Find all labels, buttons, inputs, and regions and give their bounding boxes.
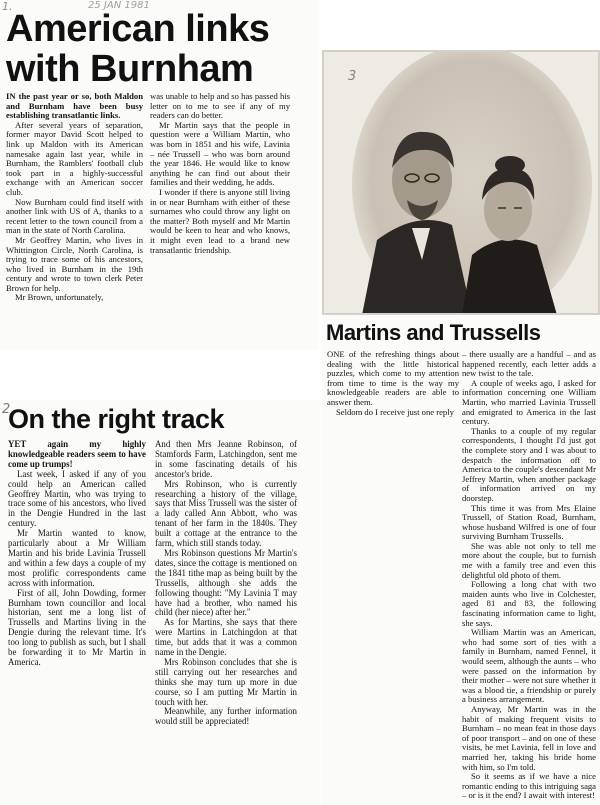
paragraph: So it seems as if we have a nice romantic ending to this intriguing saga – or is it the end? I await with interest!: [462, 771, 596, 801]
photo-number: 3: [348, 69, 357, 84]
paragraph: Last week, I asked if any of you could help an American called Geoffrey Martin, who was trying to trace some of his ancestors, who lived in the Dengie Hundred in the last century.: [8, 468, 146, 529]
paragraph: First of all, John Dowding, former Burnham town councillor and local historian, sent me a long list of Trussells and Martins living in the Dengie during the relevant time. It's too long to publish as such, but I shall be forwarding it to Mr Martin in America.: [8, 587, 146, 667]
paragraph: Meanwhile, any further information would still be appreciated!: [155, 706, 297, 727]
photo-svg: [322, 50, 600, 315]
headline-right-track: On the right track: [8, 404, 225, 434]
paragraph: She was able not only to tell me more about the couple, but to furnish me with a family tree and even this delightful old photo of them.: [462, 540, 596, 580]
article-column-2: [150, 92, 290, 255]
paragraph: After several years of separation, former mayor David Scott helped to link up Maldon with its American namesake again last year, while in Burnham, the Ramblers' football club took part in a highly-successful exchange with an American soccer club.: [6, 119, 143, 197]
paragraph: IN the past year or so, both Maldon and Burnham have been busy establishing transatlantic links.: [6, 91, 143, 121]
clipping-american-links: [0, 0, 318, 350]
clipping-martins-and-trussells: [322, 50, 600, 805]
paragraph: Anyway, Mr Martin was in the habit of making frequent visits to Burnham – no mean feat in those days of poor transport – and on one of these visits, he met Lavinia, fell in love and married her, taking his bride home with him, so I'm told.: [462, 703, 596, 772]
paragraph: Mr Martin says that the people in question were a William Martin, who was born in 1851 and his wife, Lavinia – née Trussell – who was born around the year 1846. He would like to know anything he can find out about their families and their wedding, he adds.: [150, 119, 290, 188]
paragraph: was unable to help and so has passed his letter on to me to see if any of my readers can do better.: [150, 91, 290, 121]
handwritten-number: 2: [2, 402, 11, 417]
handwritten-date: 25 JAN 1981: [88, 0, 150, 11]
paragraph: As for Martins, she says that there were Martins in Latchingdon at that time, but adds that it was a common name in the Dengie.: [155, 617, 297, 658]
paragraph: Mr Martin wanted to know, particularly about a Mr William Martin and his bride Lavinia Trussell and within a few days a couple of my most prolific correspondents came across with information.: [8, 528, 146, 588]
paragraph: Mr Brown, unfortunately,: [15, 292, 104, 303]
paragraph: Now Burnham could find itself with another link with US of A, thanks to a recent letter to the town council from a man in the state of North Carolina.: [6, 196, 143, 236]
paragraph: Mr Geoffrey Martin, who lives in Whittington Circle, North Carolina, is trying to trace some of his ancestors, who lived in Burnham in the 19th century and wrote to town clerk Peter Brown for help.: [6, 234, 143, 293]
paragraph: Mrs Robinson, who is currently researching a history of the village, says that Miss Trussell was the sister of a lady called Ann Abbott, who was tenant of her farm in the 1840s. They built a cottage at the entrance to the farm, which still stands today.: [155, 478, 297, 549]
paragraph: I wonder if there is anyone still living in or near Burnham with either of these surnames who could throw any light on the matter? Both myself and Mr Martin would be keen to hear and who knows, it might even lead to a brand new transatlantic friendship.: [150, 186, 290, 255]
headline-line-1: American links: [6, 8, 270, 50]
paragraph: This time it was from Mrs Elaine Trussell, of Station Road, Burnham, whose husband Wilfred is one of four surviving Burnham Trussells.: [462, 502, 596, 542]
paragraph: Following a long chat with two maiden aunts who live in Colchester, aged 81 and 83, the following fascinating information came to light, she says.: [462, 579, 596, 628]
paragraph: Mrs Robinson concludes that she is still carrying out her researches and thinks she may turn up more in due course, so I am putting Mr Martin in touch with her.: [155, 656, 297, 707]
paragraph: YET again my highly knowledgeable readers seem to have come up trumps!: [8, 439, 146, 469]
paragraph: And then Mrs Jeanne Robinson, of Stamfords Farm, Latchingdon, sent me in some fascinating details of his ancestor's bride.: [155, 439, 297, 479]
article-column-1: [327, 350, 459, 417]
paragraph: Seldom do I receive just one reply: [336, 406, 454, 417]
couple-photograph: [322, 50, 600, 315]
headline-line-2: with Burnham: [6, 48, 254, 90]
handwritten-marks: 1.: [2, 0, 13, 13]
paragraph: Thanks to a couple of my regular correspondents, I thought I'd just got the complete story and I was about to despatch the information off to America to the couple's descendant Mr Jeffrey Martin, when another package of information arrived on my doorstep.: [462, 425, 596, 503]
paragraph: ONE of the refreshing things about dealing with the little historical puzzles, which come to my attention from time to time is the way my knowledgeable readers are able to answer them.: [327, 349, 459, 407]
article-column-2: [155, 440, 297, 727]
article-column-2: [462, 350, 596, 801]
article-column-1: [8, 440, 146, 668]
article-column-1: [6, 92, 143, 303]
paragraph: William Martin was an American, who had some sort of ties with a family in Burnham, named Fennel, it would seem, although the aunts – who were passed on the information by their mother – were not sure whether it was a blood tie, a friendship or purely a business arrangement.: [462, 627, 596, 705]
paragraph: Mrs Robinson questions Mr Martin's dates, since the cottage is mentioned on the 1841 tithe map as being built by the Trussells, although she adds the following thought: "My Lavinia T may have had a brother, who named his child (her niece) after her.": [155, 547, 297, 618]
clipping-on-the-right-track: [0, 400, 320, 805]
paragraph: A couple of weeks ago, I asked for information concerning one William Martin, who married Lavinia Trussell and emigrated to America in the last century.: [462, 377, 596, 427]
headline-martins-trussells: Martins and Trussells: [326, 320, 541, 345]
paragraph: – there usually are a handful – and as happened recently, each letter adds a new twist to the tale.: [462, 349, 596, 379]
